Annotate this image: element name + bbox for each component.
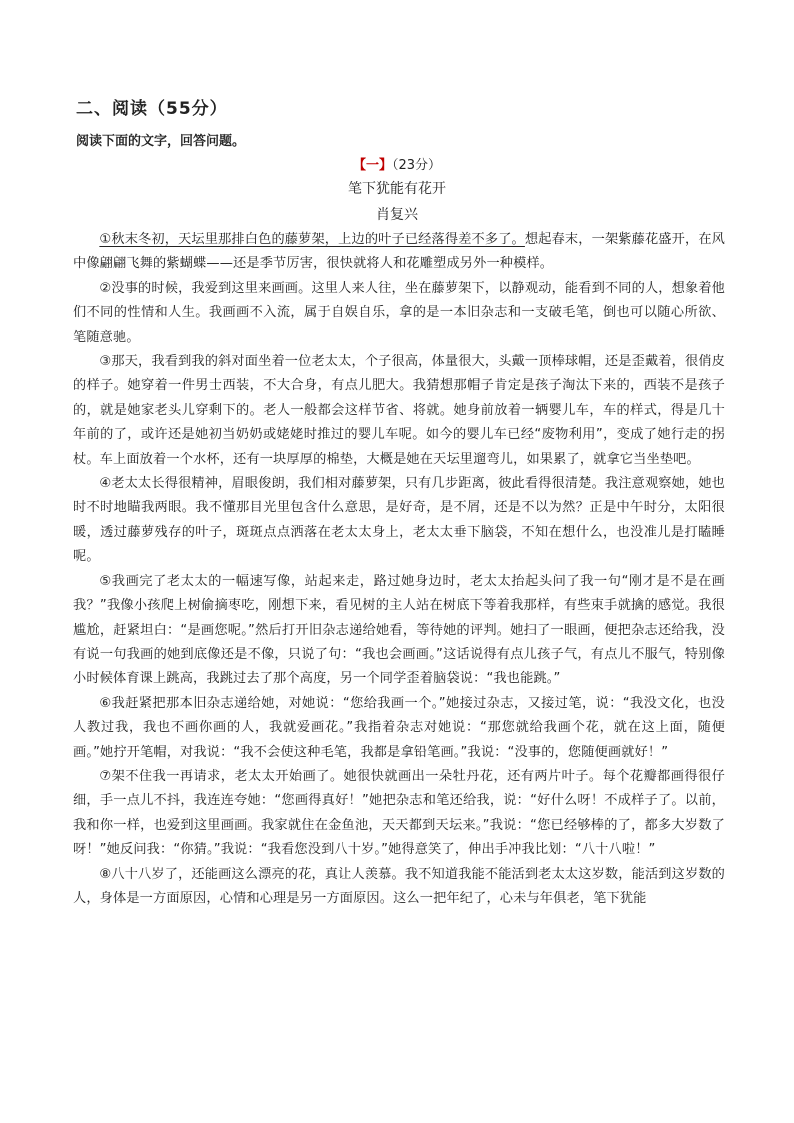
paragraph-6: ⑥我赶紧把那本旧杂志递给她，对她说：“您给我画一个。”她接过杂志，又接过笔，说：“我没文化，也没人教过我，我也不画你画的人，我就爱画花。”我指着杂志对她说：“那您就给我画个花，就在这上面，随便画。”她拧开笔帽，对我说：“我不会使这种毛笔，我都是拿铅笔画。”我说：“没事的，您随便画就好！” [73, 695, 725, 760]
section-title: 二、阅读（55分） [76, 99, 228, 119]
instruction-text: 阅读下面的文字，回答问题。 [76, 134, 246, 149]
paragraph-8: ⑧八十八岁了，还能画这么漂亮的花，真让人羡慕。我不知道我能不能活到老太太这岁数，能活到这岁数的人，身体是一方面原因，心情和心理是另一方面原因。这么一把年纪了，心未与年俱老，笔下犹能 [73, 866, 725, 906]
part-score: （23分） [391, 158, 442, 173]
paragraph-5: ⑤我画完了老太太的一幅速写像，站起来走，路过她身边时，老太太抬起头问了我一句“刚才是不是在画我？”我像小孩爬上树偷摘枣吃，刚想下来，看见树的主人站在树底下等着我那样，有些束手就擒的感觉。我很尴尬，赶紧坦白：“是画您呢。”然后打开旧杂志递给她看，等待她的评判。她扫了一眼画，便把杂志还给我，没有说一句我画的她到底像还是不像，只说了句：“我也会画画。”这话说得有点儿孩子气，有点儿不服气，特别像小时候体育课上跳高，我跳过去了那个高度，另一个同学歪着脑袋说：“我也能跳。” [73, 573, 725, 687]
part-bracket: 【一】 [352, 158, 392, 173]
article-title: 笔下犹能有花开 [348, 181, 446, 197]
paragraph-4: ④老太太长得很精神，眉眼俊朗，我们相对藤萝架，只有几步距离，彼此看得很清楚。我注意观察她，她也时不时地瞄我两眼。我不懂那目光里包含什么意思，是好奇，是不屑，还是不以为然？正是中午时分，太阳很暖，透过藤萝残存的叶子，斑斑点点洒落在老太太身上，老太太垂下脑袋，不知在想什么，也没准儿是打瞌睡呢。 [73, 476, 725, 565]
part-label [0, 154, 794, 173]
paragraph-3: ③那天，我看到我的斜对面坐着一位老太太，个子很高，体量很大，头戴一顶棒球帽，还是歪戴着，很俏皮的样子。她穿着一件男士西装，不大合身，有点儿肥大。我猜想那帽子肯定是孩子淘汰下来的，西装不是孩子的，就是她家老头儿穿剩下的。老人一般都会这样节省、将就。她身前放着一辆婴儿车，车的样式，得是几十年前的了，或许还是她初当奶奶或姥姥时推过的婴儿车呢。如今的婴儿车已经“废物利用”，变成了她行走的拐杖。车上面放着一个水杯，还有一块厚厚的棉垫，大概是她在天坛里遛弯儿，如果累了，就拿它当坐垫吧。 [73, 354, 725, 467]
paragraph-1 [73, 228, 725, 277]
paragraph-1-rest: 想起春末，一架紫藤花盛开，在风中像翩翩飞舞的紫蝴蝶——还是季节厉害，很快就将人和花雕塑成另外一种模样。 [73, 232, 726, 272]
article-author: 肖复兴 [376, 207, 418, 223]
article-body [73, 228, 725, 911]
paragraph-7: ⑦架不住我一再请求，老太太开始画了。她很快就画出一朵牡丹花，还有两片叶子。每个花瓣都画得很仔细，手一点儿不抖，我连连夸她：“您画得真好！”她把杂志和笔还给我，说：“好什么呀！不成样子了。以前，我和你一样，也爱到这里画画。我家就住在金鱼池，天天都到天坛来。”我说：“您已经够棒的了，都多大岁数了呀！”她反问我：“你猜。”我说：“我看您没到八十岁。”她得意笑了，伸出手冲我比划：“八十八啦！” [73, 768, 725, 858]
paragraph-2: ②没事的时候，我爱到这里来画画。这里人来人往，坐在藤萝架下，以静观动，能看到不同的人，想象着他们不同的性情和人生。我画画不入流，属于自娱自乐，拿的是一本旧杂志和一支破毛笔，倒也可以随心所欲、笔随意驰。 [73, 280, 725, 345]
underlined-sentence: ①秋末冬初，天坛里那排白色的藤萝架，上边的叶子已经落得差不多了。 [99, 232, 525, 247]
